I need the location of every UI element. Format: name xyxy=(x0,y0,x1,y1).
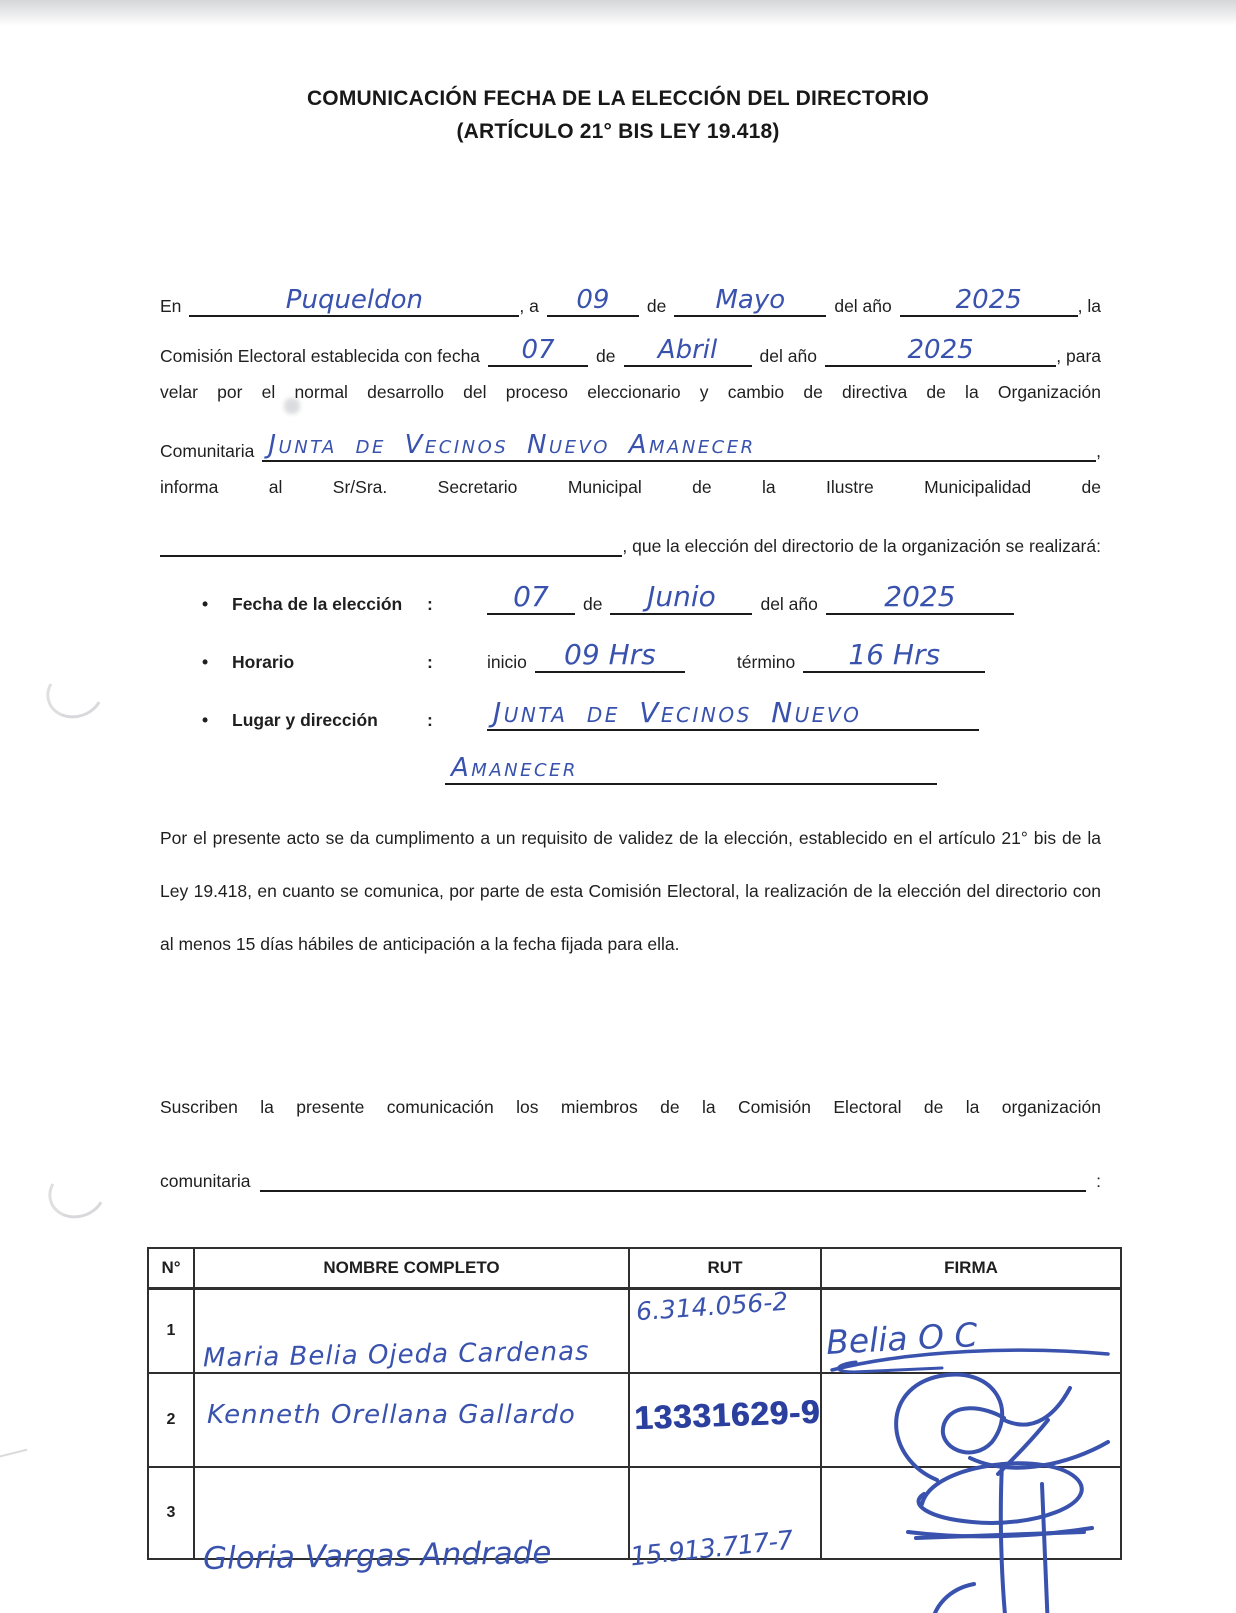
legal-paragraph: Por el presente acto se da cumplimento a un requisito de validez de la elección, establecido en el artículo 21° bis de la Ley 19.418, en cuanto se comunica, por parte de esta Comisión Electoral, la realización de la elección del directorio con al menos 15 días hábiles de anticipación a la fecha fijada para ella. xyxy=(160,828,1101,954)
lugar-continuation xyxy=(445,737,1101,791)
horario-label: Horario xyxy=(232,652,295,672)
termino-field xyxy=(803,638,985,673)
row1-signature: Belia O C xyxy=(825,1315,979,1362)
row1-firma-cell xyxy=(822,1290,1120,1374)
election-day-value: 07 xyxy=(513,580,549,613)
intro-line-4 xyxy=(160,417,1101,467)
comma: , xyxy=(1096,441,1101,461)
org-name-value: Junta de Vecinos Nuevo Amanecer xyxy=(268,430,756,460)
bullet-lugar xyxy=(160,679,1101,737)
lugar-colon: : xyxy=(427,710,433,730)
intro-line-1 xyxy=(160,272,1101,322)
day1-field xyxy=(547,285,639,317)
lugar-value-line1: Junta de Vecinos Nuevo xyxy=(493,696,862,729)
signatories-table xyxy=(147,1247,1122,1578)
document-title-line2: (ARTÍCULO 21° BIS LEY 19.418) xyxy=(456,120,780,143)
election-month-value: Junio xyxy=(647,580,716,613)
row3-number: 3 xyxy=(149,1468,195,1558)
row3-nombre-cell xyxy=(195,1468,630,1578)
intro-line-5: informa al Sr/Sra. Secretario Municipal de la Ilustre Municipalidad de xyxy=(160,477,1101,497)
day2-value: 07 xyxy=(521,335,555,365)
row3-nombre-handwriting: Gloria Vargas Andrade xyxy=(202,1534,552,1578)
inicio-field xyxy=(535,638,685,673)
election-day-field xyxy=(487,580,575,615)
year1-field xyxy=(900,285,1078,317)
row2-firma-cell xyxy=(822,1374,1120,1468)
suscriben-line1: Suscriben la presente comunicación los miembros de la Comisión Electoral de la organización xyxy=(160,1097,1101,1117)
election-month-field xyxy=(610,580,752,615)
header-nombre: NOMBRE COMPLETO xyxy=(195,1249,630,1290)
row2-nombre-cell xyxy=(195,1374,630,1468)
intro-paragraph xyxy=(160,272,1101,562)
lugar-field-line2 xyxy=(445,753,937,785)
suscriben-line2 xyxy=(160,1137,1101,1196)
inicio-value: 09 Hrs xyxy=(564,638,656,671)
lugar-field-line1 xyxy=(487,696,979,731)
month2-field xyxy=(624,335,752,367)
year2-field xyxy=(825,335,1056,367)
bullet-fecha xyxy=(160,563,1101,621)
a-label: , a xyxy=(519,296,539,316)
row1-rut-cell xyxy=(630,1286,822,1374)
row2-rut-handwriting: 13331629-9 xyxy=(633,1392,821,1437)
month2-value: Abril xyxy=(657,335,718,365)
scan-artifact-crescent xyxy=(42,1160,113,1225)
para-label: , para xyxy=(1056,346,1101,366)
org-name-field xyxy=(262,430,1096,462)
row3-rut-cell xyxy=(628,1468,822,1573)
bullet-dot-icon xyxy=(160,652,232,673)
municipality-field xyxy=(160,549,622,557)
year1-value: 2025 xyxy=(955,285,1022,315)
del-ano-label: del año xyxy=(759,346,817,366)
header-rut: RUT xyxy=(630,1249,822,1290)
de-label: de xyxy=(596,346,616,366)
header-numero: N° xyxy=(149,1249,195,1290)
del-ano-label: del año xyxy=(760,594,818,614)
del-ano-label: del año xyxy=(834,296,892,316)
realizara-text: , que la elección del directorio de la organización se realizará: xyxy=(622,536,1101,556)
election-details-list xyxy=(160,563,1101,791)
row3-signature-icon xyxy=(852,1442,1142,1613)
en-label: En xyxy=(160,296,182,316)
fecha-label: Fecha de la elección xyxy=(232,594,403,614)
city-field xyxy=(189,285,519,317)
scan-artifact-crescent xyxy=(40,660,111,725)
row1-nombre-cell xyxy=(195,1290,630,1374)
row1-nombre-handwriting: Maria Belia Ojeda Cardenas xyxy=(202,1336,590,1374)
document-title xyxy=(0,82,1236,148)
month1-field xyxy=(674,285,826,317)
day1-value: 09 xyxy=(576,285,610,315)
scan-edge-shadow xyxy=(0,0,1236,26)
termino-label: término xyxy=(736,652,796,672)
bullet-dot-icon xyxy=(160,710,232,731)
inicio-label: inicio xyxy=(487,652,527,672)
row1-number: 1 xyxy=(149,1290,195,1374)
year2-value: 2025 xyxy=(907,335,974,365)
de-label: de xyxy=(646,296,667,316)
fecha-colon: : xyxy=(427,594,433,614)
scan-artifact-dash xyxy=(0,1449,28,1462)
org-blank-field xyxy=(260,1184,1086,1192)
header-firma: FIRMA xyxy=(822,1249,1120,1290)
termino-value: 16 Hrs xyxy=(848,638,941,671)
election-year-field xyxy=(826,580,1014,615)
intro-line-2 xyxy=(160,322,1101,372)
bullet-dot-icon xyxy=(160,594,232,615)
intro-line-3: velar por el normal desarrollo del proceso eleccionario y cambio de directiva de la Organización xyxy=(160,382,1101,402)
bullet-horario xyxy=(160,621,1101,679)
horario-colon: : xyxy=(427,652,433,672)
row2-number: 2 xyxy=(149,1374,195,1468)
city-value: Puqueldon xyxy=(285,285,424,315)
row2-nombre-handwriting: Kenneth Orellana Gallardo xyxy=(207,1400,576,1430)
row3-rut-handwriting: 15.913.717-7 xyxy=(628,1525,794,1573)
la-label: , la xyxy=(1077,296,1101,316)
month1-value: Mayo xyxy=(715,285,786,315)
lugar-label: Lugar y dirección xyxy=(232,710,378,730)
suscriben-colon: : xyxy=(1096,1171,1101,1191)
row3-firma-cell xyxy=(822,1468,1120,1558)
suscriben-paragraph xyxy=(160,1082,1101,1196)
day2-field xyxy=(488,335,588,367)
intro-line-6 xyxy=(160,512,1101,562)
comunitaria-label: comunitaria xyxy=(160,1171,251,1191)
row1-rut-handwriting: 6.314.056-2 xyxy=(635,1286,789,1327)
lugar-value-line2: Amanecer xyxy=(451,753,578,783)
comunitaria-label: Comunitaria xyxy=(160,441,255,461)
de-label: de xyxy=(583,594,603,614)
election-year-value: 2025 xyxy=(884,580,956,613)
document-title-line1: COMUNICACIÓN FECHA DE LA ELECCIÓN DEL DIRECTORIO xyxy=(306,87,930,110)
row2-rut-cell xyxy=(630,1374,822,1468)
comision-label: Comisión Electoral establecida con fecha xyxy=(160,346,481,366)
